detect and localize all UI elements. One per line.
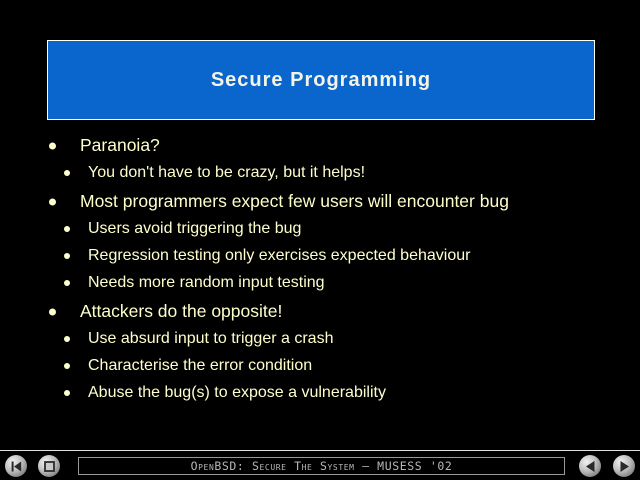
bullet-text: Regression testing only exercises expected behaviour — [88, 246, 471, 264]
bullet-item — [0, 132, 640, 159]
status-text: OpenBSD: Secure The System — MUSESS '02 — [190, 459, 453, 473]
previous-arrow-icon — [580, 456, 601, 477]
slide-title: Secure Programming — [210, 68, 432, 91]
status-bar — [78, 457, 565, 475]
bullet-text: Attackers do the opposite! — [80, 301, 283, 321]
previous-slide-button[interactable] — [579, 455, 601, 477]
bullet-item — [0, 269, 640, 296]
bullet-dot-icon — [64, 170, 70, 176]
control-panel-divider — [0, 450, 640, 451]
next-slide-button[interactable] — [613, 455, 635, 477]
bullet-text: You don't have to be crazy, but it helps! — [88, 163, 366, 181]
bullet-dot-icon — [64, 226, 70, 232]
bullet-dot-icon — [49, 308, 56, 315]
stop-icon — [39, 456, 60, 477]
bullet-item — [0, 325, 640, 352]
bullet-item — [0, 242, 640, 269]
next-arrow-icon — [614, 456, 635, 477]
bullet-text: Most programmers expect few users will encounter bug — [80, 191, 509, 211]
bullet-dot-icon — [64, 390, 70, 396]
bullet-text: Users avoid triggering the bug — [88, 219, 302, 237]
bullet-text: Abuse the bug(s) to expose a vulnerability — [88, 383, 386, 401]
bullet-dot-icon — [64, 253, 70, 259]
stop-button[interactable] — [38, 455, 60, 477]
bullet-dot-icon — [64, 363, 70, 369]
bullet-item — [0, 159, 640, 186]
bullet-text: Characterise the error condition — [88, 356, 313, 374]
bullet-dot-icon — [64, 336, 70, 342]
bullet-item — [0, 298, 640, 325]
bullet-dot-icon — [49, 198, 56, 205]
bullet-text: Paranoia? — [80, 135, 160, 155]
bullet-dot-icon — [49, 142, 56, 149]
skip-to-start-icon — [6, 456, 27, 477]
bullet-dot-icon — [64, 280, 70, 286]
bullet-item — [0, 188, 640, 215]
bullet-item — [0, 352, 640, 379]
bullet-list — [0, 132, 640, 406]
bullet-item — [0, 215, 640, 242]
bullet-item — [0, 379, 640, 406]
bullet-text: Needs more random input testing — [88, 273, 325, 291]
bullet-text: Use absurd input to trigger a crash — [88, 329, 334, 347]
slide-title-banner — [47, 40, 595, 120]
skip-to-start-button[interactable] — [5, 455, 27, 477]
